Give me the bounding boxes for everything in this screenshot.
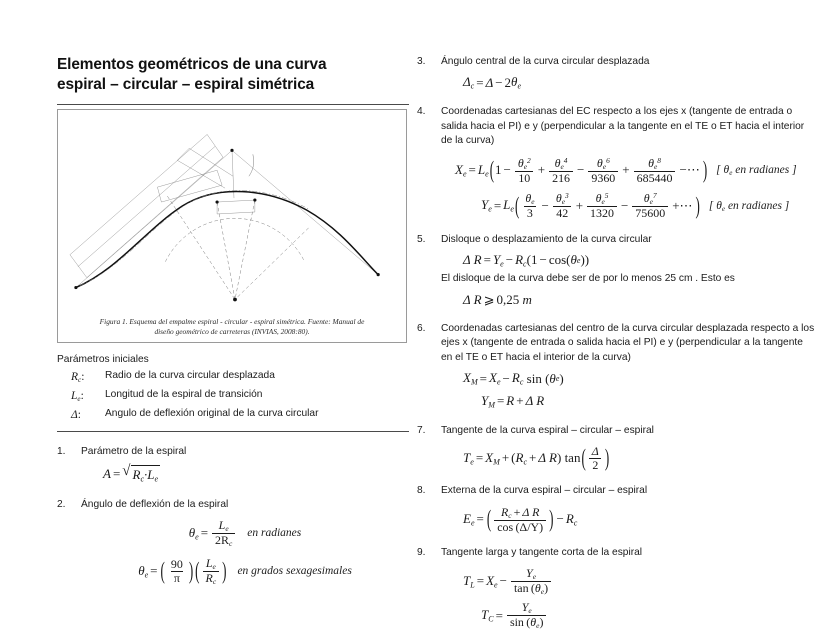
title-line-1: Elementos geométricos de una curva	[57, 56, 327, 73]
ye-radianes-note: [ $\theta_e$ en radianes ]	[708, 199, 790, 213]
unit-note-radianes: en radianes	[247, 527, 302, 540]
formula-disloque: Δ R = $Y_e$ − $R_c$ ( 1 − cos ( θ e ))	[463, 252, 590, 269]
symbol-sub: e	[77, 395, 81, 404]
tangent-denominator: 2	[589, 458, 601, 472]
disloque-unit: m	[522, 291, 532, 307]
item-content	[441, 55, 817, 92]
ye-ellipsis: +⋯	[672, 197, 693, 213]
item-content	[441, 484, 817, 533]
item-content	[441, 424, 817, 472]
item-content	[441, 105, 817, 219]
item-content	[441, 546, 817, 630]
formula-angulo-central: $\Delta_c$ = Δ − 2 $\theta_e$	[463, 74, 522, 91]
denominator-pi: π	[171, 571, 183, 585]
item-content	[441, 233, 817, 309]
item-number: 8.	[417, 485, 426, 497]
formula-tangente-corta: $T_C$ = $\frac{Y_e}{\sin (\theta_e)}$	[481, 601, 817, 630]
parameter-definition: Longitud de la espiral de transición	[105, 389, 263, 401]
formula-theta-radianes: $\theta_e$ = $\frac{L_e}{2R_c}$ en radianes	[188, 518, 302, 548]
note-open: [	[708, 199, 714, 212]
figure-caption-line-2: diseño geométrico de carreteras (INVIAS, 2008:80).	[154, 326, 310, 336]
parameters-divider	[57, 431, 409, 432]
item-description: Ángulo central de la curva circular desplazada	[441, 56, 650, 67]
symbol-base: R	[71, 371, 79, 384]
formula-ym: $Y_M$ = R + Δ R	[481, 393, 545, 410]
formula-disloque-minimo: Δ R ⩾ 0,25 m	[463, 291, 817, 309]
item-number: 6.	[417, 322, 426, 334]
note-open: [	[716, 164, 721, 177]
parameters-heading: Parámetros iniciales	[57, 353, 149, 365]
symbol-base: L	[71, 390, 78, 403]
page-title	[57, 55, 409, 96]
initial-parameters	[57, 352, 409, 432]
disloque-min-value: 0,25	[496, 291, 520, 307]
list-item-7	[417, 424, 817, 472]
formula-xm: $X_M$ = $X_e$ − $R_c$ sin ( θ e )	[463, 370, 564, 387]
note-close: en radianes ]	[735, 164, 797, 177]
right-column	[417, 55, 817, 630]
parameter-definition: Radio de la curva circular desplazada	[105, 370, 275, 382]
item-number: 2.	[57, 498, 66, 510]
item-description: Coordenadas cartesianas del centro de la curva circular desplazada respecto a los ejes x (tangente de entrada o salida hacia el PI) e y (perpendicular a la tangente en el TE o ET hacia el interior de la curva)	[441, 322, 815, 363]
numerator-90: 90	[170, 556, 183, 571]
list-item-1	[57, 445, 409, 484]
item-description-secondary: El disloque de la curva debe ser de por lo menos 25 cm . Esto es	[441, 272, 735, 284]
item-description: Externa de la curva espiral – circular – espiral	[441, 485, 648, 497]
list-item-4	[417, 105, 817, 219]
ye-denom-4: 75600	[632, 206, 668, 220]
figure-caption	[64, 317, 400, 337]
ye-denom-3: 1320	[587, 206, 617, 220]
xe-denom-2: 216	[549, 171, 573, 185]
item-description: Ángulo de deflexión de la espiral	[81, 498, 229, 510]
list-item-8	[417, 484, 817, 533]
xe-denom-3: 9360	[588, 171, 618, 185]
item-number: 5.	[417, 233, 426, 245]
one-literal: 1	[530, 252, 538, 268]
unit-note-sexagesimales: en grados sexagesimales	[237, 564, 352, 577]
formula-xe: $X_e$ = $L_e$ ( 1 − $\frac{\theta_e^2}{10}$ + $\frac{\theta_e^4}{216}$ − $\frac{\theta_e^6}{9360}$ + $\frac{\theta_e^8}{685440}$ −⋯ ) [ $\theta_e$ en radianes ]	[455, 154, 797, 185]
parameter-row-delta	[71, 406, 409, 425]
item-number: 7.	[417, 424, 426, 436]
item-description: Disloque o desplazamiento de la curva circular	[441, 233, 652, 245]
ye-denom-2: 42	[553, 206, 571, 220]
item-description: Tangente de la curva espiral – circular – espiral	[441, 424, 654, 436]
formula-ye: $Y_e$ = $L_e$ ( $\frac{\theta_e}{3}$ − $\frac{\theta_e^3}{42}$ + $\frac{\theta_e^5}{1320}$ − $\frac{\theta_e^7}{75600}$ +⋯ ) [ $\theta_e$ en radianes ]	[481, 190, 790, 221]
parameter-symbol: $L_e$:	[71, 390, 84, 404]
item-number: 3.	[417, 56, 426, 67]
symbol-base: Δ	[71, 408, 78, 421]
cos-argument: Δ/Υ	[519, 519, 540, 534]
parameter-row-le	[71, 387, 409, 406]
item-number: 9.	[417, 547, 426, 559]
left-column	[57, 55, 409, 585]
list-item-6	[417, 322, 817, 411]
item-description: Coordenadas cartesianas del EC respecto a los ejes x (tangente de entrada o salida hacia el PI) e y (perpendicular a la tangente en el TE o ET hacia el interior de la curva)	[441, 106, 805, 147]
list-item-5	[417, 233, 817, 309]
parameter-row-rc	[71, 368, 409, 387]
figure-caption-line-1: Figura 1. Esquema del empalme espiral - circular - espiral simétrica. Fuente: Manual de	[99, 317, 365, 326]
list-item-2	[57, 498, 409, 586]
item-description: Tangente larga y tangente corta de la espiral	[441, 547, 643, 559]
xe-radianes-note: [ $\theta_e$ en radianes ]	[716, 164, 797, 178]
list-item-3	[417, 55, 817, 92]
item-number: 4.	[417, 106, 426, 118]
formula-theta-sexagesimales: $\theta_e$ = ( $\frac{90}{\pi}$ ) ( $\frac{L_e}{R_c}$ ) en grados sexagesimales	[138, 555, 352, 586]
parameter-symbol: $R_c$:	[71, 371, 85, 385]
formula-tangente-te: $T_e$ = $X_M$ + ( $R_c$ + Δ R ) tan ( $\frac{\Delta}{2}$ )	[463, 442, 610, 472]
xe-ellipsis: −⋯	[679, 162, 700, 178]
note-close: en radianes ]	[727, 199, 790, 212]
list-item-9	[417, 546, 817, 630]
series-leading-one: 1	[495, 162, 502, 178]
denominator-2Rc: 2R	[215, 532, 229, 547]
item-content	[81, 498, 409, 586]
xe-denom-1: 10	[515, 171, 533, 185]
parameter-definition: Angulo de deflexión original de la curva circular	[105, 407, 319, 419]
item-content	[81, 445, 409, 484]
xe-denom-4: 685440	[634, 171, 676, 185]
spiral-curve-diagram	[58, 110, 406, 310]
formula-externa-ee: $E_e$ = ( $\frac{R_c + \Delta R}{\cos (\Delta/\Upsilon)}$ ) − $R_c$	[463, 503, 578, 534]
item-description: Parámetro de la espiral	[81, 446, 187, 458]
title-divider	[57, 104, 409, 105]
symbol-sub: c	[78, 376, 82, 385]
formula-parametro-espiral: A = √ $R_c\cdot L_e$	[103, 462, 159, 484]
figure-1	[57, 109, 407, 343]
title-line-2: espiral – circular – espiral simétrica	[57, 76, 315, 94]
ye-denom-1: 3	[524, 206, 536, 220]
item-content	[441, 322, 817, 411]
formula-tangente-larga: $T_L$ = $X_e$ − $\frac{Y_e}{\tan (\theta_e)}$	[463, 567, 817, 596]
parameter-symbol: Δ:	[71, 408, 81, 421]
item-number: 1.	[57, 446, 66, 458]
